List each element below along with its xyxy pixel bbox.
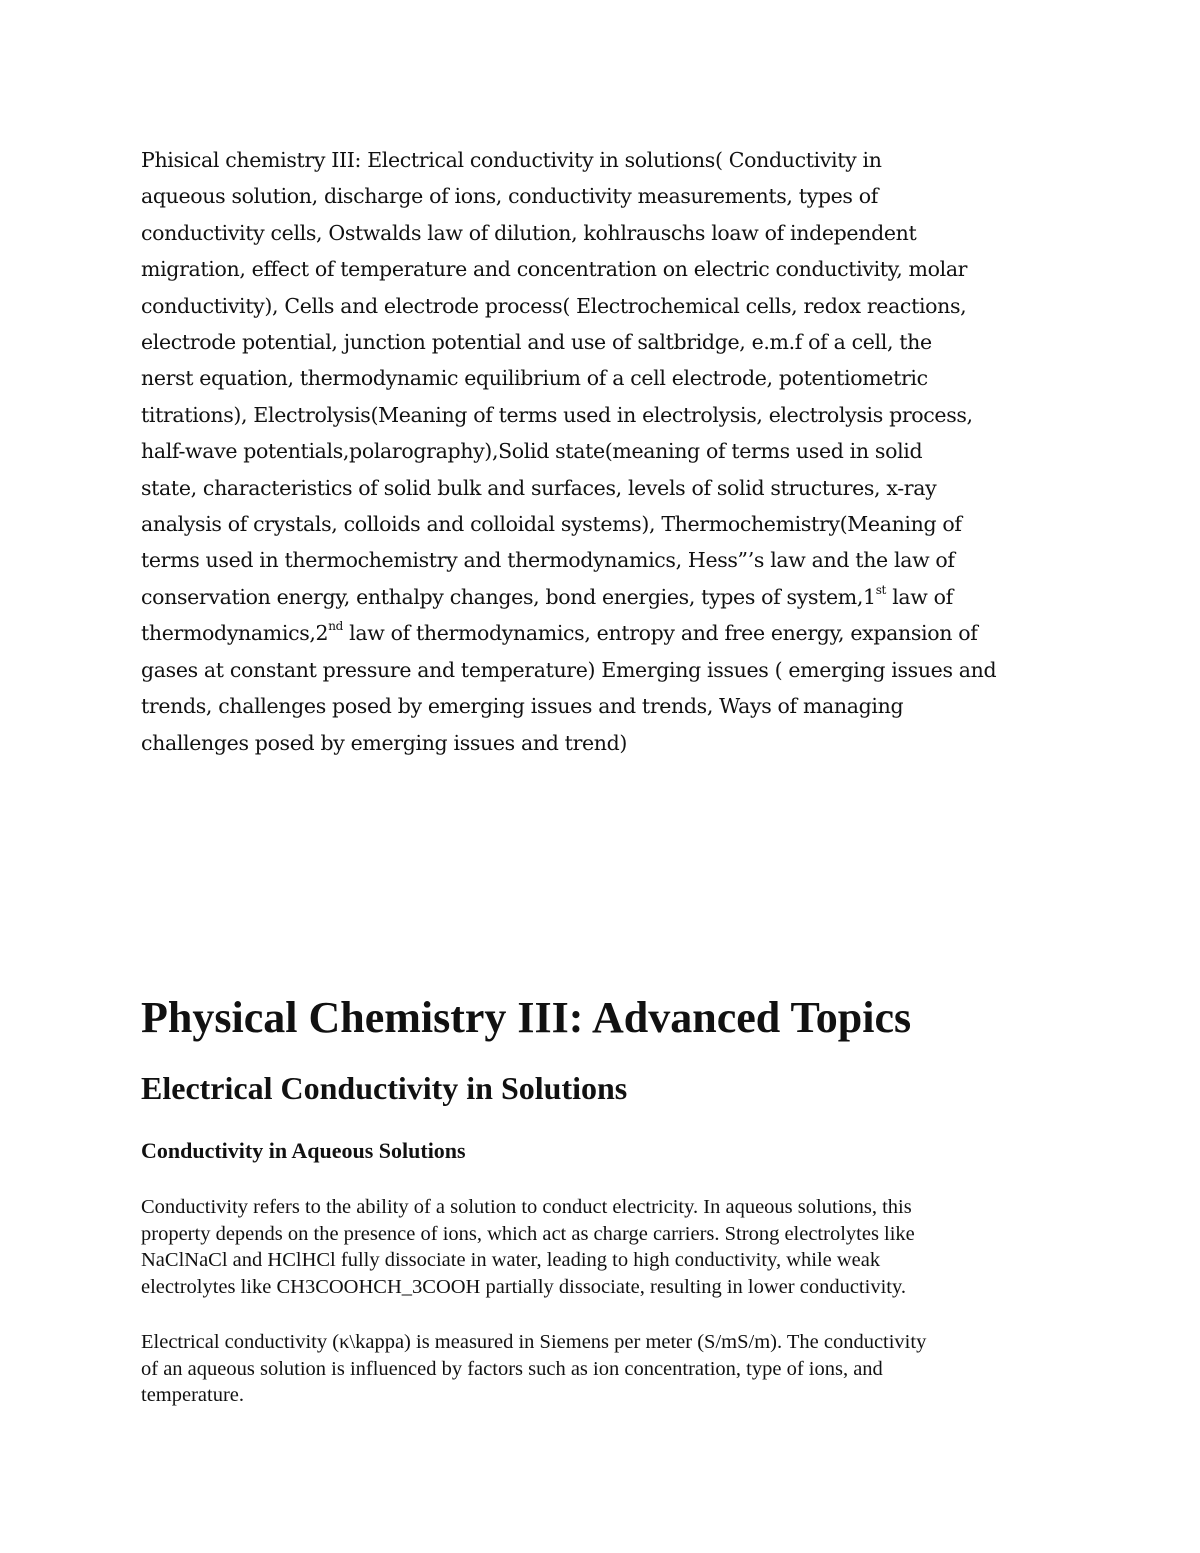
intro-line: migration, effect of temperature and concentration on electric conductivity, molar <box>141 257 968 282</box>
intro-line: aqueous solution, discharge of ions, conductivity measurements, types of <box>141 184 878 209</box>
ordinal-superscript: nd <box>328 619 343 634</box>
body-line: electrolytes like CH3COOHCH_3COOH partially dissociate, resulting in lower conductivity. <box>141 1275 907 1298</box>
intro-line: electrode potential, junction potential and use of saltbridge, e.m.f of a cell, the <box>141 330 932 355</box>
intro-line: terms used in thermochemistry and thermodynamics, Hess”’s law and the law of <box>141 548 955 573</box>
subsection-title: Conductivity in Aqueous Solutions <box>141 1138 466 1163</box>
intro-line: law of thermodynamics, entropy and free energy, expansion of <box>342 621 978 646</box>
intro-line: state, characteristics of solid bulk and surfaces, levels of solid structures, x-ray <box>141 475 937 500</box>
intro-line: law of <box>886 584 953 609</box>
body-line: Conductivity refers to the ability of a solution to conduct electricity. In aqueous solutions, this <box>141 1196 912 1218</box>
intro-line: conservation energy, enthalpy changes, bond energies, types of system,1 <box>141 584 876 609</box>
intro-line: thermodynamics,2 <box>141 621 329 646</box>
intro-line: analysis of crystals, colloids and colloidal systems), Thermochemistry(Meaning of <box>141 512 962 537</box>
intro-line: half-wave potentials,polarography),Solid state(meaning of terms used in solid <box>141 439 923 464</box>
intro-line: gases at constant pressure and temperature) Emerging issues ( emerging issues and <box>141 657 997 682</box>
body-line: of an aqueous solution is influenced by factors such as ion concentration, type of ions, and <box>141 1357 883 1380</box>
intro-line: titrations), Electrolysis(Meaning of terms used in electrolysis, electrolysis process, <box>141 402 973 427</box>
syllabus-paragraph <box>141 142 1071 761</box>
body-line: NaClNaCl and HClHCl fully dissociate in water, leading to high conductivity, while weak <box>141 1249 881 1272</box>
intro-line: conductivity cells, Ostwalds law of dilution, kohlrauschs loaw of independent <box>141 220 917 245</box>
body-paragraph-1 <box>141 1194 1071 1300</box>
body-line: property depends on the presence of ions, which act as charge carriers. Strong electrolytes like <box>141 1222 915 1245</box>
article-title: Physical Chemistry III: Advanced Topics <box>141 993 912 1042</box>
intro-line: nerst equation, thermodynamic equilibrium of a cell electrode, potentiometric <box>141 366 928 391</box>
body-line: Electrical conductivity (κ\kappa) is measured in Siemens per meter (S/mS/m). The conductivity <box>141 1331 927 1353</box>
ordinal-superscript: st <box>875 583 887 598</box>
body-line: temperature. <box>141 1384 245 1407</box>
intro-line: Phisical chemistry III: Electrical conductivity in solutions( Conductivity in <box>141 148 882 172</box>
intro-line: trends, challenges posed by emerging issues and trends, Ways of managing <box>141 694 904 719</box>
intro-line: conductivity), Cells and electrode process( Electrochemical cells, redox reactions, <box>141 293 967 318</box>
section-title: Electrical Conductivity in Solutions <box>141 1070 628 1106</box>
body-paragraph-2 <box>141 1329 1071 1409</box>
intro-line: challenges posed by emerging issues and trend) <box>141 730 628 755</box>
